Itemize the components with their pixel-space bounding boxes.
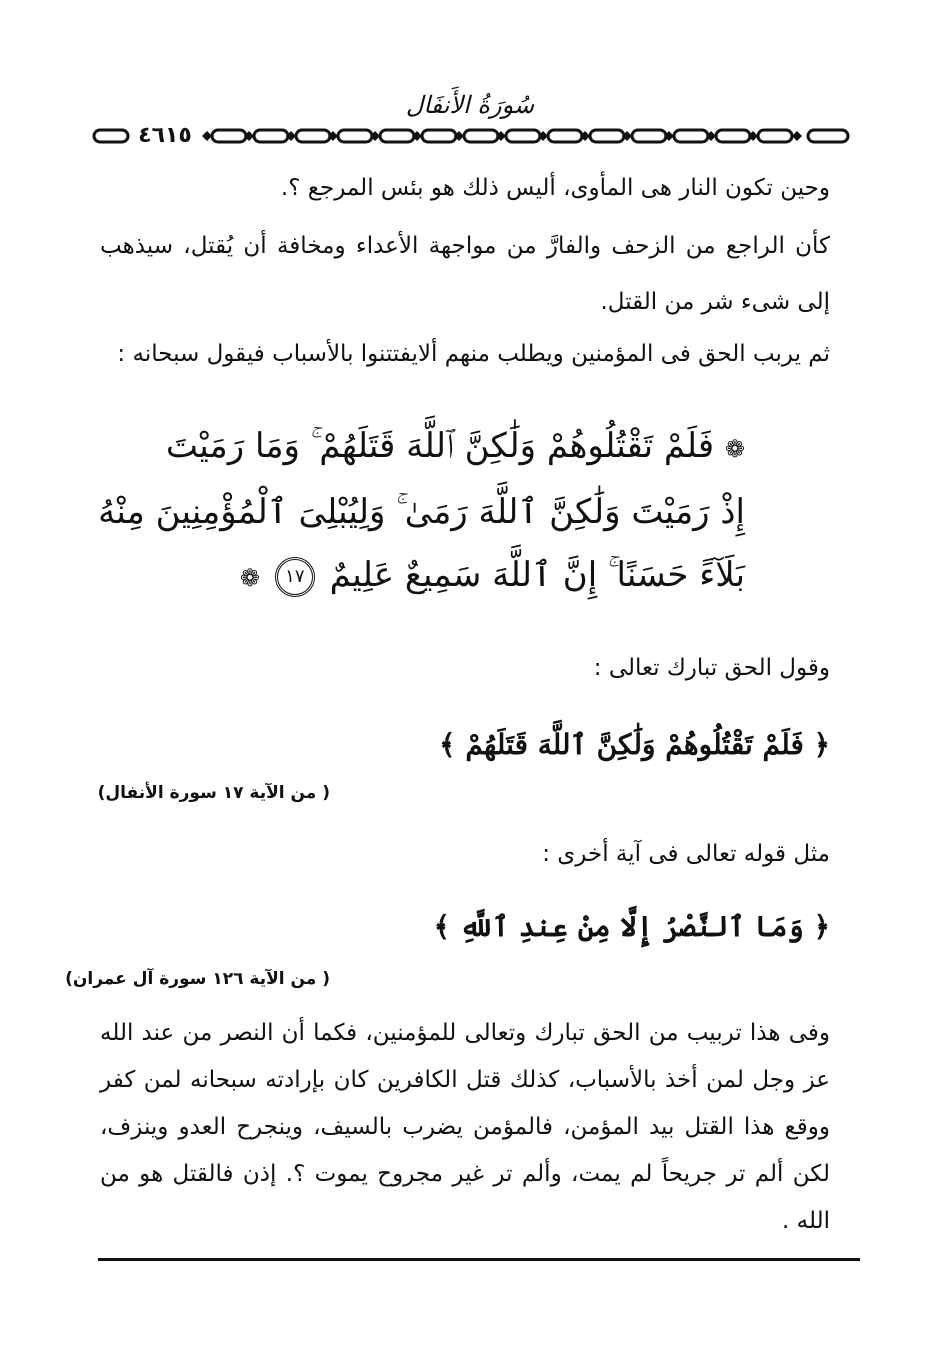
surah-title: سُورَةُ الأَنفَال	[405, 91, 535, 119]
paragraph-4: وقول الحق تبارك تعالى :	[593, 655, 830, 681]
quran-verse-block	[98, 415, 745, 610]
paragraph-5: مثل قوله تعالى فى آية أخرى :	[542, 841, 830, 867]
reference-2: ( من الآية ١٢٦ سورة آل عمران)	[65, 969, 330, 989]
paragraph-2: كأن الراجع من الزحف والفارَّ من مواجهة الأعداء ومخافة أن يُقتل، سيذهب إلى شىء شر من القتل.	[100, 233, 830, 315]
footer-rule	[98, 1258, 860, 1261]
verse-line-3	[170, 544, 745, 610]
verse-close-ornament-icon: ❁	[239, 564, 261, 592]
paragraph-6: وفى هذا تربيب من الحق تبارك وتعالى للمؤمنين، فكما أن النصر من عند الله عز وجل لمن أخذ بالأسباب، كذلك قتل الكافرين كان بإرادته سبحانه لمن كفر ووقع هذا القتل بيد المؤمن، فالمؤمن يضرب بالسيف، وينجرح العدو وينزف، لكن ألم تر جريحاً لم يمت، وألم تر غير مجروح يموت ؟. إذن فالقتل هو من الله .	[100, 1020, 830, 1234]
verse-open-ornament-icon: ❁	[724, 435, 745, 463]
header-ornament-band	[92, 124, 852, 148]
reference-1: ( من الآية ١٧ سورة الأنفال)	[97, 783, 330, 803]
paragraph-1: وحين تكون النار هى المأوى، أليس ذلك هو بئس المرجع ؟.	[280, 175, 830, 201]
verse-line-3-text: بَلَآءً حَسَنًا ۚ إِنَّ ٱللَّهَ سَمِيعٌ عَلِيمٌ	[329, 555, 745, 595]
ayah-number-badge: ١٧	[275, 557, 315, 597]
page-number: ٤٦١٥	[132, 121, 198, 151]
verse-line-1	[165, 415, 745, 481]
verse-line-2: إِذْ رَمَيْتَ وَلَٰكِنَّ ٱللَّهَ رَمَىٰ ۚ وَلِيُبْلِىَ ٱلْمُؤْمِنِينَ مِنْهُ	[98, 492, 745, 532]
paragraph-3: ثم يربب الحق فى المؤمنين ويطلب منهم ألايفتتنوا بالأسباب فيقول سبحانه :	[117, 341, 830, 367]
quote-2: ﴿ وَمَا ٱلنَّصْرُ إِلَّا مِنْ عِندِ ٱللَّهِ ﴾	[433, 910, 830, 943]
quote-1: ﴿ فَلَمْ تَقْتُلُوهُمْ وَلَٰكِنَّ ٱللَّهَ قَتَلَهُمْ ﴾	[439, 728, 830, 761]
verse-line-1-text: فَلَمْ تَقْتُلُوهُمْ وَلَٰكِنَّ ٱللَّهَ قَتَلَهُمْ ۚ وَمَا رَمَيْتَ	[165, 426, 715, 466]
